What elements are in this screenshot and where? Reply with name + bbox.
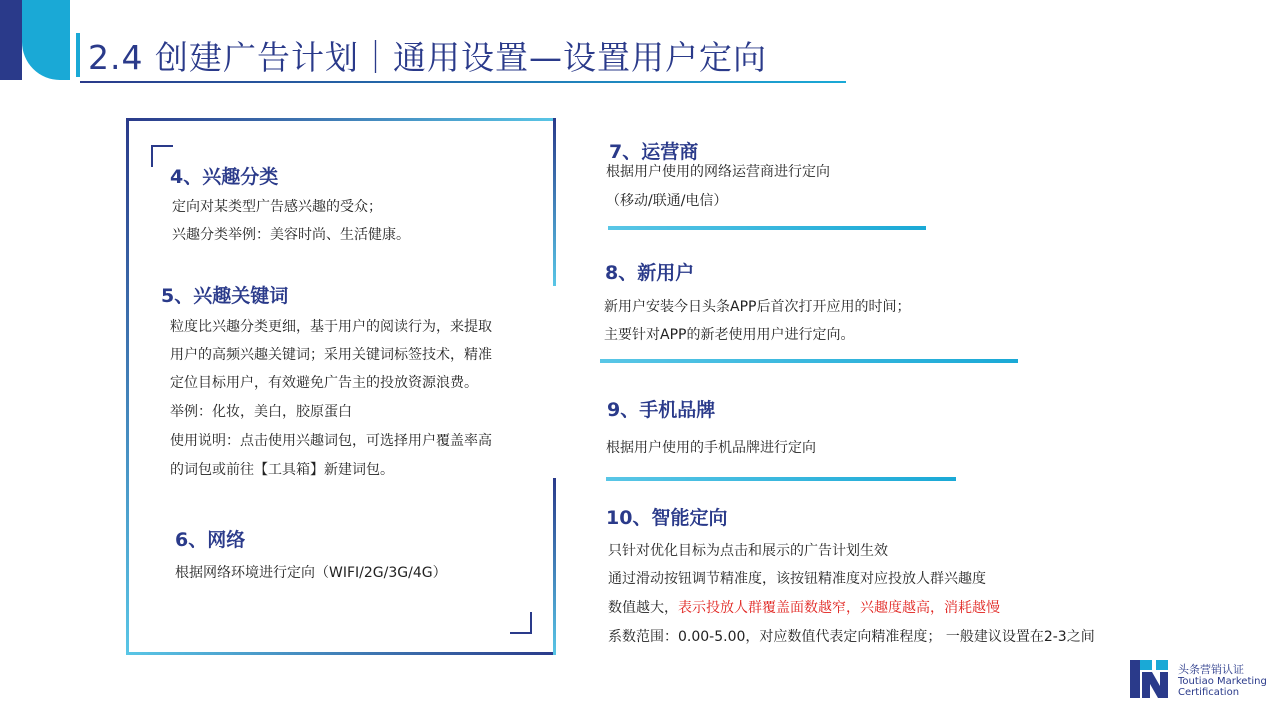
section-text: 主要针对APP的新老使用用户进行定向。: [604, 327, 855, 343]
highlight-text: 表示投放人群覆盖面数越窄，兴趣度越高，消耗越慢: [678, 600, 1000, 616]
section-title-carrier: 7、运营商: [609, 141, 699, 163]
page-header: [76, 30, 767, 80]
section-text: 通过滑动按钮调节精准度，该按钮精准度对应投放人群兴趣度: [608, 571, 986, 587]
section-text: 根据网络环境进行定向（WIFI/2G/3G/4G）: [175, 565, 447, 581]
logo-text-en: Toutiao Marketing: [1178, 676, 1267, 687]
section-text: 的词包或前往【工具箱】新建词包。: [170, 462, 394, 478]
section-divider: [600, 359, 1018, 363]
logo-text-en: Certification: [1178, 687, 1240, 698]
section-text: 新用户安装今日头条APP后首次打开应用的时间；: [604, 299, 911, 315]
text-prefix: 数值越大，: [608, 600, 678, 616]
section-title-network: 6、网络: [175, 529, 246, 551]
section-divider: [608, 226, 926, 230]
title-underline: [80, 81, 846, 83]
page-title: 2.4 创建广告计划｜通用设置—设置用户定向: [88, 37, 767, 77]
section-text: 举例：化妆，美白，胶原蛋白: [170, 404, 352, 420]
section-title-phone-brand: 9、手机品牌: [607, 399, 716, 421]
corner-bracket-bottom-right: [510, 612, 532, 634]
logo-text-cn: 头条营销认证: [1178, 663, 1244, 676]
section-divider: [606, 477, 956, 481]
section-title-interest-category: 4、兴趣分类: [170, 166, 279, 188]
section-title-interest-keywords: 5、兴趣关键词: [161, 285, 289, 307]
section-title-smart-targeting: 10、智能定向: [606, 507, 728, 529]
section-title-new-user: 8、新用户: [605, 262, 695, 284]
section-text: 定位目标用户，有效避免广告主的投放资源浪费。: [170, 375, 478, 391]
section-text-highlight: [608, 597, 1000, 617]
title-accent-bar: [76, 33, 80, 77]
corner-decoration: [0, 0, 70, 80]
toutiao-logo-icon: [1130, 660, 1168, 698]
section-text: 系数范围：0.00-5.00，对应数值代表定向精准程度； 一般建议设置在2-3之间: [608, 629, 1095, 645]
section-text: 根据用户使用的网络运营商进行定向: [606, 164, 830, 180]
section-text: 定向对某类型广告感兴趣的受众；: [172, 199, 382, 215]
section-text: 用户的高频兴趣关键词；采用关键词标签技术，精准: [170, 347, 492, 363]
section-text: 根据用户使用的手机品牌进行定向: [606, 440, 816, 456]
section-text: 只针对优化目标为点击和展示的广告计划生效: [608, 543, 888, 559]
section-text: （移动/联通/电信）: [606, 193, 728, 209]
section-text: 使用说明：点击使用兴趣词包，可选择用户覆盖率高: [170, 433, 492, 449]
section-text: 兴趣分类举例：美容时尚、生活健康。: [172, 227, 410, 243]
section-text: 粒度比兴趣分类更细，基于用户的阅读行为，来提取: [170, 319, 492, 335]
